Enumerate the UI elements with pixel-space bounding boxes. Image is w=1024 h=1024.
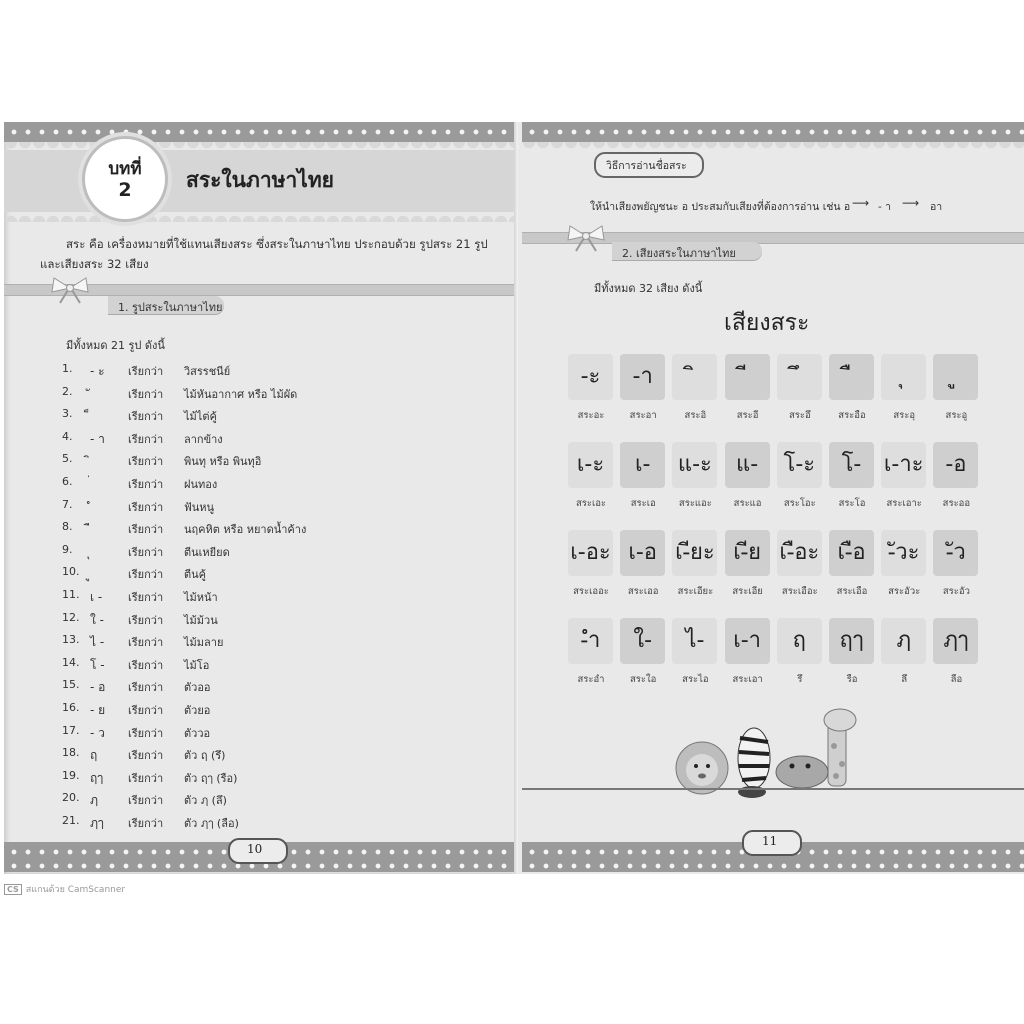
vowel-form-name: ไม้ม้วน: [184, 613, 218, 627]
vowel-form: ฦๅ: [90, 816, 104, 830]
called-label: เรียกว่า: [128, 523, 164, 537]
item-number: 6.: [62, 475, 73, 488]
chapter-title: สระในภาษาไทย: [186, 168, 334, 192]
vowel-card: ฦ: [881, 618, 926, 664]
vowel-card: เ-ะ: [568, 442, 613, 488]
vowel-form-name: ตัววอ: [184, 726, 211, 740]
vowel-card: -ะ: [568, 354, 613, 400]
vowel-card: แ-ะ: [672, 442, 717, 488]
bow-icon: [566, 224, 606, 252]
item-number: 21.: [62, 814, 80, 827]
item-number: 13.: [62, 633, 80, 647]
form-count-text: มีทั้งหมด 21 รูป ดังนี้: [66, 339, 165, 352]
vowel-card: ฦๅ: [933, 618, 978, 664]
called-label: เรียกว่า: [128, 591, 164, 604]
right-page-number: 11: [762, 834, 778, 848]
item-number: 3.: [62, 407, 73, 421]
vowel-form: - ว: [90, 725, 105, 740]
vowel-card-label: สระโอะ: [783, 498, 816, 509]
item-number: 17.: [62, 723, 80, 737]
vowel-card-label: สระอา: [629, 410, 657, 421]
vowel-card-label: สระอี: [736, 410, 759, 421]
vowel-card-label: สระเอียะ: [677, 586, 714, 597]
vowel-card: [777, 354, 822, 400]
vowel-form-name: ฝนทอง: [184, 478, 218, 491]
chapter-number: 2: [118, 179, 132, 201]
called-label: เรียกว่า: [128, 613, 164, 627]
vowel-form: โ -: [90, 657, 105, 672]
vowel-card: เ-อ: [620, 530, 665, 576]
vowel-form-name: ตัว ฤ (รึ): [184, 749, 226, 763]
sound-count-text: มีทั้งหมด 32 เสียง ดังนี้: [594, 282, 703, 295]
item-number: 18.: [62, 746, 80, 760]
vowel-card: [829, 354, 874, 400]
vowel-chart-title: เสียงสระ: [724, 310, 810, 336]
vowel-card-label: สระเอือ: [836, 586, 868, 597]
right-top-scallop: [522, 142, 1024, 152]
section-heading-2: 2. เสียงสระในภาษาไทย: [622, 247, 736, 260]
chapter-label: บทที่: [108, 159, 142, 179]
item-number: 4.: [62, 429, 73, 443]
vowel-card: [725, 354, 770, 400]
called-label: เรียกว่า: [128, 500, 164, 514]
item-number: 7.: [62, 497, 73, 511]
vowel-card: โ-ะ: [777, 442, 822, 488]
vowel-form-name: ไม้มลาย: [184, 636, 224, 650]
item-number: 12.: [62, 610, 80, 624]
called-label: เรียกว่า: [128, 432, 164, 446]
how-to-text: ให้นำเสียงพยัญชนะ อ ประสมกับเสียงที่ต้องการอ่าน เช่น อ: [590, 201, 851, 213]
vowel-form: - ะ: [90, 364, 105, 378]
vowel-card-label: สระอือ: [838, 410, 866, 421]
scanner-text: สแกนด้วย CamScanner: [25, 885, 126, 895]
vowel-card-label: ลึ: [901, 674, 908, 685]
arrow-icon: ⟶: [852, 196, 870, 210]
vowel-card: ใ-: [620, 618, 665, 664]
vowel-card: ฤๅ: [829, 618, 874, 664]
called-label: เรียกว่า: [128, 410, 164, 424]
vowel-card: -อ: [933, 442, 978, 488]
vowel-card-label: สระอู: [945, 410, 968, 421]
called-label: เรียกว่า: [128, 455, 164, 469]
vowel-card-label: สระเอือะ: [781, 586, 818, 597]
vowel-card-label: สระอิ: [684, 410, 707, 421]
item-number: 1.: [62, 362, 73, 375]
vowel-form-name: ตีนเหยียด: [184, 545, 230, 559]
bow-icon: [50, 276, 90, 304]
called-label: เรียกว่า: [128, 704, 164, 717]
vowel-card-label: สระเออะ: [573, 586, 609, 597]
vowel-form-name: วิสรรชนีย์: [184, 365, 231, 378]
item-number: 9.: [62, 542, 73, 556]
vowel-form: ไ -: [90, 635, 105, 650]
right-top-dotted-border: [522, 122, 1024, 142]
vowel-card-label: รึ: [797, 674, 803, 685]
example-vowel: - า: [878, 201, 892, 213]
vowel-card-label: สระแอะ: [678, 498, 712, 509]
called-label: เรียกว่า: [128, 478, 164, 491]
vowel-card-label: สระเอีย: [732, 586, 763, 597]
item-number: 14.: [62, 655, 80, 669]
called-label: เรียกว่า: [128, 658, 164, 672]
vowel-card-label: สระอุ: [893, 410, 916, 421]
scanner-badge: CS: [4, 884, 22, 895]
left-header-scallop: [4, 212, 516, 222]
intro-line-1: สระ คือ เครื่องหมายที่ใช้แทนเสียงสระ ซึ่งสระในภาษาไทย ประกอบด้วย รูปสระ 21 รูป: [66, 237, 488, 251]
vowel-card-label: สระอำ: [577, 674, 605, 685]
right-bottom-divider-line: [522, 788, 1024, 790]
called-label: เรียกว่า: [128, 749, 164, 763]
vowel-card-label: ลือ: [950, 674, 963, 685]
vowel-form-name: พินทุ หรือ พินทุอิ: [184, 455, 262, 469]
vowel-card-label: สระเออ: [627, 586, 659, 597]
vowel-card: โ-: [829, 442, 874, 488]
vowel-card-label: สระเอาะ: [886, 498, 922, 509]
vowel-form: ใ -: [90, 612, 105, 627]
vowel-card-label: สระโอ: [838, 498, 866, 509]
item-number: 16.: [62, 701, 80, 714]
vowel-card: เ-: [620, 442, 665, 488]
vowel-card-label: สระเอะ: [575, 498, 607, 509]
called-label: เรียกว่า: [128, 794, 164, 808]
called-label: เรียกว่า: [128, 387, 164, 401]
vowel-form-name: ตัวยอ: [184, 704, 211, 717]
vowel-card: -ัวะ: [881, 530, 926, 576]
vowel-form-name: ไม้โอ: [184, 658, 210, 672]
vowel-form: ฤ: [90, 748, 98, 763]
item-number: 8.: [62, 520, 73, 534]
vowel-form-name: ไม้ไต่คู้: [184, 410, 217, 424]
vowel-card: เ-ือะ: [777, 530, 822, 576]
vowel-card-label: สระเอา: [732, 674, 763, 685]
section-heading-1: 1. รูปสระในภาษาไทย: [118, 301, 223, 314]
vowel-card: [672, 354, 717, 400]
called-label: เรียกว่า: [128, 365, 164, 378]
vowel-card: เ-ียะ: [672, 530, 717, 576]
vowel-card-label: สระใอ: [630, 674, 657, 685]
called-label: เรียกว่า: [128, 726, 164, 740]
vowel-card-label: สระแอ: [733, 498, 762, 509]
vowel-card: เ-อะ: [568, 530, 613, 576]
vowel-card: [933, 354, 978, 400]
vowel-form-name: ฟันหนู: [184, 500, 215, 514]
vowel-card-label: สระอัวะ: [888, 586, 921, 597]
vowel-form-name: ลากข้าง: [184, 432, 223, 446]
called-label: เรียกว่า: [128, 771, 164, 785]
intro-line-2: และเสียงสระ 32 เสียง: [40, 257, 149, 271]
left-section-header: [108, 296, 224, 314]
called-label: เรียกว่า: [128, 681, 164, 695]
vowel-card: [881, 354, 926, 400]
vowel-card: เ-ีย: [725, 530, 770, 576]
called-label: เรียกว่า: [128, 636, 164, 650]
item-number: 20.: [62, 791, 80, 805]
scanner-watermark: [4, 882, 125, 896]
vowel-form-name: ไม้หน้า: [184, 591, 218, 604]
how-to-heading: วิธีการอ่านชื่อสระ: [606, 160, 687, 172]
vowel-form: ฦ: [90, 793, 98, 808]
vowel-card: เ-า: [725, 618, 770, 664]
arrow-icon: ⟶: [902, 196, 920, 210]
item-number: 10.: [62, 565, 80, 579]
vowel-card-label: สระไอ: [682, 674, 709, 685]
vowel-form: - า: [90, 431, 105, 446]
vowel-card: เ-ือ: [829, 530, 874, 576]
vowel-form-name: ตัว ฦ (ลึ): [184, 794, 227, 808]
called-label: เรียกว่า: [128, 817, 164, 830]
vowel-card: -า: [620, 354, 665, 400]
vowel-form: ฤๅ: [90, 770, 104, 785]
vowel-form-name: นฤคหิต หรือ หยาดน้ำค้าง: [184, 523, 307, 537]
vowel-card-label: สระอะ: [577, 410, 605, 421]
vowel-card: -ำ: [568, 618, 613, 664]
vowel-card-label: สระอัว: [942, 586, 970, 597]
vowel-form: - อ: [90, 680, 106, 695]
vowel-card-label: สระอึ: [788, 410, 811, 421]
vowel-card: แ-: [725, 442, 770, 488]
example-result: อา: [930, 201, 943, 213]
left-top-dotted-border: [4, 122, 516, 142]
called-label: เรียกว่า: [128, 545, 164, 559]
vowel-card: ไ-: [672, 618, 717, 664]
vowel-card-label: รือ: [846, 674, 858, 685]
right-section-header: [612, 242, 762, 260]
vowel-form: เ -: [90, 590, 103, 604]
vowel-form-name: ตัว ฤๅ (รือ): [184, 771, 238, 785]
vowel-form-name: ตีนคู้: [184, 568, 207, 582]
vowel-card-label: สระเอ: [630, 498, 656, 509]
vowel-form: - ย: [90, 703, 106, 717]
item-number: 19.: [62, 768, 80, 782]
left-page: [4, 122, 518, 874]
item-number: 11.: [62, 588, 80, 601]
vowel-form-name: ไม้หันอากาศ หรือ ไม้ผัด: [184, 387, 298, 401]
vowel-card: ฤ: [777, 618, 822, 664]
item-number: 2.: [62, 384, 73, 398]
vowel-card: เ-าะ: [881, 442, 926, 488]
left-page-number: 10: [247, 842, 263, 856]
called-label: เรียกว่า: [128, 568, 164, 582]
vowel-card-label: สระออ: [942, 498, 971, 509]
vowel-form-name: ตัวออ: [184, 681, 211, 695]
vowel-card: -ัว: [933, 530, 978, 576]
vowel-form-name: ตัว ฦๅ (ลือ): [184, 817, 239, 830]
item-number: 15.: [62, 678, 80, 692]
chapter-badge: [82, 136, 168, 222]
item-number: 5.: [62, 452, 73, 466]
